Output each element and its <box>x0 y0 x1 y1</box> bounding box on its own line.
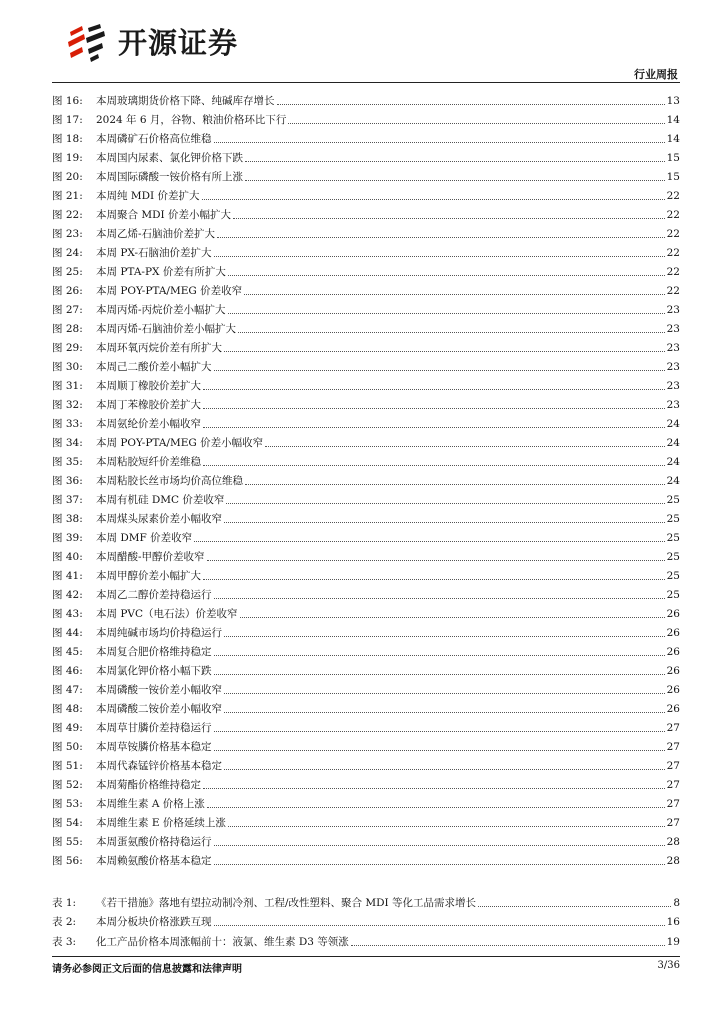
figure-label: 图 43: <box>52 608 83 620</box>
figure-label: 图 46: <box>52 665 83 677</box>
figure-index-entry[interactable] <box>52 773 680 792</box>
figure-index-entry[interactable] <box>52 621 680 640</box>
dot-leader <box>233 218 665 219</box>
figure-index-entry[interactable] <box>52 849 680 868</box>
figure-title: 本周维生素 E 价格延续上涨 <box>96 817 226 829</box>
table-label: 表 3: <box>52 935 77 948</box>
figure-label: 图 26: <box>52 285 83 297</box>
figure-page-number: 23 <box>666 342 680 354</box>
figure-label: 图 50: <box>52 741 83 753</box>
figure-title: 本周 PTA-PX 价差有所扩大 <box>96 266 226 278</box>
figure-title: 本周草铵膦价格基本稳定 <box>96 741 212 753</box>
footer-disclaimer: 请务必参阅正文后面的信息披露和法律声明 <box>52 964 242 975</box>
dot-leader <box>228 826 665 827</box>
dot-leader <box>207 560 665 561</box>
figure-index-entry[interactable] <box>52 165 680 184</box>
figure-page-number: 26 <box>666 665 680 677</box>
figure-page-number: 26 <box>666 627 680 639</box>
figure-page-number: 22 <box>666 190 680 202</box>
figure-index-entry[interactable] <box>52 640 680 659</box>
figure-index-entry[interactable] <box>52 526 680 545</box>
dot-leader <box>224 636 665 637</box>
dot-leader <box>214 750 665 751</box>
figure-page-number: 28 <box>666 855 680 867</box>
dot-leader <box>214 370 665 371</box>
dot-leader <box>224 693 665 694</box>
figure-label: 图 36: <box>52 475 83 487</box>
figure-index-entry[interactable] <box>52 431 680 450</box>
figure-label: 图 22: <box>52 209 83 221</box>
figure-title: 本周复合肥价格维持稳定 <box>96 646 212 658</box>
figure-label: 图 39: <box>52 532 83 544</box>
figure-page-number: 23 <box>666 361 680 373</box>
table-label: 表 1: <box>52 896 77 909</box>
figure-page-number: 13 <box>666 95 680 107</box>
dot-leader <box>203 427 665 428</box>
figure-title: 本周维生素 A 价格上涨 <box>96 798 205 810</box>
dot-leader <box>224 522 665 523</box>
dot-leader <box>244 294 665 295</box>
dot-leader <box>224 712 665 713</box>
figure-label: 图 56: <box>52 855 83 867</box>
table-index-entry[interactable] <box>52 910 680 930</box>
page-number: 3/36 <box>657 960 680 971</box>
figure-title: 本周国内尿素、氯化钾价格下跌 <box>96 152 243 164</box>
dot-leader <box>265 446 665 447</box>
dot-leader <box>202 199 665 200</box>
dot-leader <box>194 541 664 542</box>
figure-label: 图 54: <box>52 817 83 829</box>
figure-index-entry[interactable] <box>52 222 680 241</box>
figure-page-number: 27 <box>666 798 680 810</box>
figure-label: 图 52: <box>52 779 83 791</box>
figure-label: 图 42: <box>52 589 83 601</box>
figure-title: 本周 POY-PTA/MEG 价差收窄 <box>96 285 243 297</box>
figure-index-entry[interactable] <box>52 830 680 849</box>
figure-index-entry[interactable] <box>52 374 680 393</box>
report-type-label: 行业周报 <box>634 68 678 81</box>
dot-leader <box>214 142 665 143</box>
figure-page-number: 24 <box>666 418 680 430</box>
figure-title: 本周纯碱市场均价持稳运行 <box>96 627 222 639</box>
figure-label: 图 28: <box>52 323 83 335</box>
dot-leader <box>288 123 664 124</box>
figure-label: 图 32: <box>52 399 83 411</box>
figure-index-entry[interactable] <box>52 564 680 583</box>
figure-title: 本周 PX-石脑油价差扩大 <box>96 247 212 259</box>
figure-label: 图 18: <box>52 133 83 145</box>
figure-index-entry[interactable] <box>52 393 680 412</box>
figure-title: 本周纯 MDI 价差扩大 <box>96 190 200 202</box>
figure-title: 本周丁苯橡胶价差扩大 <box>96 399 201 411</box>
figure-title: 本周粘胶长丝市场均价高位维稳 <box>96 475 243 487</box>
dot-leader <box>245 180 665 181</box>
table-page-number: 19 <box>666 935 680 948</box>
dot-leader <box>228 313 665 314</box>
table-index-entry[interactable] <box>52 890 680 910</box>
dot-leader <box>238 332 665 333</box>
figure-label: 图 29: <box>52 342 83 354</box>
figure-label: 图 19: <box>52 152 83 164</box>
figure-label: 图 16: <box>52 95 83 107</box>
figure-title: 本周乙烯-石脑油价差扩大 <box>96 228 216 240</box>
figure-page-number: 23 <box>666 323 680 335</box>
dot-leader <box>226 503 664 504</box>
figure-label: 图 45: <box>52 646 83 658</box>
figure-title: 本周赖氨酸价格基本稳定 <box>96 855 212 867</box>
figure-label: 图 48: <box>52 703 83 715</box>
figure-index-entry[interactable] <box>52 678 680 697</box>
figure-title: 本周醋酸-甲醇价差收窄 <box>96 551 205 563</box>
figure-index-entry[interactable] <box>52 602 680 621</box>
figure-page-number: 22 <box>666 228 680 240</box>
figure-index-entry[interactable] <box>52 507 680 526</box>
figure-page-number: 26 <box>666 608 680 620</box>
figure-label: 图 17: <box>52 114 83 126</box>
figure-index-entry[interactable] <box>52 735 680 754</box>
figure-label: 图 24: <box>52 247 83 259</box>
figure-label: 图 49: <box>52 722 83 734</box>
figure-page-number: 25 <box>666 532 680 544</box>
figure-title: 本周磷酸二铵价差小幅收窄 <box>96 703 222 715</box>
dot-leader <box>203 579 665 580</box>
figure-label: 图 44: <box>52 627 83 639</box>
figure-page-number: 24 <box>666 475 680 487</box>
figure-page-number: 27 <box>666 817 680 829</box>
dot-leader <box>203 389 665 390</box>
dot-leader <box>277 104 665 105</box>
figure-index-entry[interactable] <box>52 241 680 260</box>
dot-leader <box>351 945 665 946</box>
figure-index-entry[interactable] <box>52 716 680 735</box>
dot-leader <box>245 161 665 162</box>
figure-title: 本周丙烯-丙烷价差小幅扩大 <box>96 304 226 316</box>
figure-label: 图 40: <box>52 551 83 563</box>
figure-index-entry[interactable] <box>52 89 680 108</box>
figure-title: 本周磷酸一铵价差小幅收窄 <box>96 684 222 696</box>
figure-title: 本周菊酯价格维持稳定 <box>96 779 201 791</box>
dot-leader <box>203 788 665 789</box>
figure-page-number: 14 <box>666 133 680 145</box>
figure-label: 图 35: <box>52 456 83 468</box>
dot-leader <box>240 617 665 618</box>
figure-label: 图 34: <box>52 437 83 449</box>
figure-label: 图 20: <box>52 171 83 183</box>
figure-page-number: 25 <box>666 570 680 582</box>
brand-logo <box>66 22 238 64</box>
figure-index-entry[interactable] <box>52 811 680 830</box>
figure-page-number: 15 <box>666 171 680 183</box>
figure-label: 图 31: <box>52 380 83 392</box>
dot-leader <box>217 237 665 238</box>
figure-index-entry[interactable] <box>52 298 680 317</box>
table-page-number: 8 <box>673 896 680 909</box>
figure-index-entry[interactable] <box>52 146 680 165</box>
dot-leader <box>224 769 665 770</box>
figure-index-entry[interactable] <box>52 412 680 431</box>
figure-index-entry[interactable] <box>52 450 680 469</box>
dot-leader <box>214 731 665 732</box>
figure-title: 本周草甘膦价差持稳运行 <box>96 722 212 734</box>
figure-title: 本周 DMF 价差收窄 <box>96 532 193 544</box>
figure-index-entry[interactable] <box>52 754 680 773</box>
table-title: 本周分板块价格涨跌互现 <box>96 916 212 928</box>
figure-title: 本周乙二醇价差持稳运行 <box>96 589 212 601</box>
figure-title: 2024 年 6 月，谷物、粮油价格环比下行 <box>96 114 287 126</box>
table-index-entry[interactable] <box>52 929 680 949</box>
figure-title: 本周甲醇价差小幅扩大 <box>96 570 201 582</box>
figure-label: 图 25: <box>52 266 83 278</box>
figure-label: 图 37: <box>52 494 83 506</box>
figure-title: 本周玻璃期货价格下降、纯碱库存增长 <box>96 95 275 107</box>
figure-page-number: 23 <box>666 399 680 411</box>
dot-leader <box>203 408 665 409</box>
dot-leader <box>228 275 665 276</box>
figure-label: 图 53: <box>52 798 83 810</box>
dot-leader <box>214 655 665 656</box>
dot-leader <box>224 351 665 352</box>
figure-title: 本周煤头尿素价差小幅收窄 <box>96 513 222 525</box>
figure-page-number: 24 <box>666 437 680 449</box>
figure-page-number: 27 <box>666 741 680 753</box>
figure-index-entry[interactable] <box>52 108 680 127</box>
dot-leader <box>478 906 671 907</box>
figure-page-number: 24 <box>666 456 680 468</box>
figure-index-entry[interactable] <box>52 659 680 678</box>
figure-page-number: 22 <box>666 209 680 221</box>
brand-logo-icon <box>66 22 112 64</box>
figure-title: 本周己二酸价差小幅扩大 <box>96 361 212 373</box>
figure-page-number: 26 <box>666 646 680 658</box>
table-page-number: 16 <box>666 916 680 928</box>
figure-title: 本周 POY-PTA/MEG 价差小幅收窄 <box>96 437 264 449</box>
figure-title: 本周粘胶短纤价差维稳 <box>96 456 201 468</box>
figure-page-number: 22 <box>666 247 680 259</box>
figure-label: 图 33: <box>52 418 83 430</box>
figure-index-entry[interactable] <box>52 488 680 507</box>
figure-index-entry[interactable] <box>52 203 680 222</box>
figure-index-entry[interactable] <box>52 317 680 336</box>
table-title: 《若干措施》落地有望拉动制冷剂、工程/改性塑料、聚合 MDI 等化工品需求增长 <box>96 896 477 909</box>
figure-page-number: 27 <box>666 779 680 791</box>
figure-label: 图 21: <box>52 190 83 202</box>
figure-label: 图 27: <box>52 304 83 316</box>
dot-leader <box>214 598 665 599</box>
figure-index-list <box>52 89 680 868</box>
dot-leader <box>207 807 665 808</box>
figure-label: 图 38: <box>52 513 83 525</box>
figure-index-entry[interactable] <box>52 792 680 811</box>
figure-title: 本周 PVC（电石法）价差收窄 <box>96 608 238 620</box>
figure-index-entry[interactable] <box>52 583 680 602</box>
dot-leader <box>214 925 665 926</box>
dot-leader <box>214 674 665 675</box>
figure-index-entry[interactable] <box>52 355 680 374</box>
figure-page-number: 28 <box>666 836 680 848</box>
figure-title: 本周顺丁橡胶价差扩大 <box>96 380 201 392</box>
figure-page-number: 25 <box>666 589 680 601</box>
figure-label: 图 51: <box>52 760 83 772</box>
figure-title: 本周磷矿石价格高位维稳 <box>96 133 212 145</box>
figure-page-number: 22 <box>666 285 680 297</box>
dot-leader <box>214 256 665 257</box>
figure-label: 图 41: <box>52 570 83 582</box>
figure-title: 本周氨纶价差小幅收窄 <box>96 418 201 430</box>
figure-label: 图 47: <box>52 684 83 696</box>
figure-title: 本周蛋氨酸价格持稳运行 <box>96 836 212 848</box>
figure-page-number: 26 <box>666 684 680 696</box>
figure-label: 图 30: <box>52 361 83 373</box>
figure-title: 本周有机硅 DMC 价差收窄 <box>96 494 225 506</box>
table-title: 化工产品价格本周涨幅前十：液氯、维生素 D3 等领涨 <box>96 935 349 948</box>
figure-label: 图 23: <box>52 228 83 240</box>
figure-page-number: 27 <box>666 760 680 772</box>
dot-leader <box>203 465 665 466</box>
figure-title: 本周代森锰锌价格基本稳定 <box>96 760 222 772</box>
table-label: 表 2: <box>52 916 77 928</box>
figure-label: 图 55: <box>52 836 83 848</box>
brand-name: 开源证券 <box>118 26 239 60</box>
figure-index-entry[interactable] <box>52 279 680 298</box>
figure-index-entry[interactable] <box>52 469 680 488</box>
figure-page-number: 27 <box>666 722 680 734</box>
figure-page-number: 25 <box>666 494 680 506</box>
figure-title: 本周国际磷酸一铵价格有所上涨 <box>96 171 243 183</box>
figure-title: 本周丙烯-石脑油价差小幅扩大 <box>96 323 237 335</box>
dot-leader <box>214 864 665 865</box>
figure-page-number: 15 <box>666 152 680 164</box>
figure-page-number: 25 <box>666 513 680 525</box>
figure-page-number: 14 <box>666 114 680 126</box>
figure-page-number: 23 <box>666 304 680 316</box>
figure-index-entry[interactable] <box>52 127 680 146</box>
figure-page-number: 23 <box>666 380 680 392</box>
figure-page-number: 25 <box>666 551 680 563</box>
header-divider <box>52 82 680 83</box>
figure-index-entry[interactable] <box>52 336 680 355</box>
dot-leader <box>245 484 665 485</box>
figure-index-entry[interactable] <box>52 184 680 203</box>
footer-divider <box>52 956 680 957</box>
figure-title: 本周聚合 MDI 价差小幅扩大 <box>96 209 231 221</box>
figure-title: 本周环氧丙烷价差有所扩大 <box>96 342 222 354</box>
figure-page-number: 22 <box>666 266 680 278</box>
table-index-list <box>52 890 680 949</box>
figure-index-entry[interactable] <box>52 697 680 716</box>
dot-leader <box>214 845 665 846</box>
figure-index-entry[interactable] <box>52 260 680 279</box>
figure-title: 本周氯化钾价格小幅下跌 <box>96 665 212 677</box>
figure-page-number: 26 <box>666 703 680 715</box>
figure-index-entry[interactable] <box>52 545 680 564</box>
